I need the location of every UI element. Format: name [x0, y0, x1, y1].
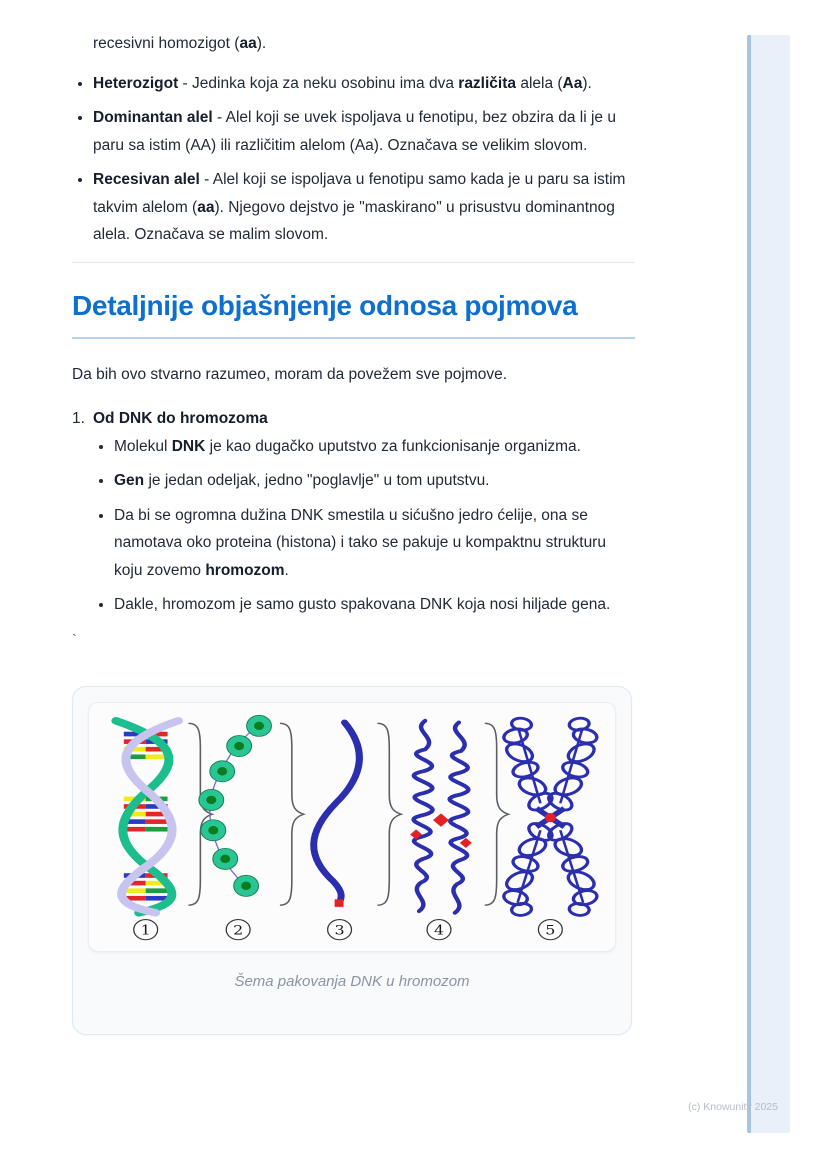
- list-item: • Molekul DNK je kao dugačko uputstvo za funkcionisanje organizma.: [114, 433, 635, 461]
- copyright-watermark: (c) Knowunity 2025: [688, 1101, 778, 1113]
- list-item: • Heterozigot - Jedinka koja za neku osobinu ima dva različita alela (Aa).: [93, 70, 635, 98]
- lead-paragraph: Da bih ovo stvarno razumeo, moram da povežem sve pojmove.: [72, 365, 508, 383]
- dna-packing-figure: [88, 702, 616, 952]
- centromere-dot-icon: [545, 813, 556, 822]
- figure-caption: Šema pakovanja DNK u hromozom: [234, 972, 470, 990]
- stage-number-label: 3: [334, 922, 345, 938]
- stage-number-label: 4: [433, 922, 445, 938]
- list-item: • Gen je jedan odeljak, jedno "poglavlje" u tom uputstvu.: [114, 467, 635, 495]
- curly-brace-icon: [280, 723, 304, 905]
- list-item: • Dominantan alel - Alel koji se uvek ispoljava u fenotipu, bez obzira da li je u paru sa istim (AA) ili različitim alelom (Aa). Označava se velikim slovom.: [93, 104, 635, 159]
- scrollbar-strip[interactable]: [747, 35, 790, 1133]
- numbered-sublist: [72, 433, 635, 619]
- list-item: • Recesivan alel - Alel koji se ispoljava u fenotipu samo kada je u paru sa istim takvim alelom (aa). Njegovo dejstvo je "maskirano" u prisustvu dominantnog alela. Označava se malim slovom.: [93, 166, 635, 249]
- dna-double-helix-icon: [116, 720, 179, 912]
- numbered-item-index: 1.: [72, 410, 85, 427]
- document-page: [72, 30, 635, 1035]
- list-item: • Dakle, hromozom je samo gusto spakovana DNK koja nosi hiljade gena.: [114, 591, 635, 619]
- section-divider: [72, 262, 635, 263]
- numbered-item: [72, 405, 635, 433]
- curly-brace-icon: [188, 723, 212, 905]
- stage-number-label: 1: [140, 922, 151, 938]
- stage-number-label: 5: [545, 922, 556, 938]
- definitions-list: [72, 70, 635, 249]
- stage-number-label: 2: [233, 922, 244, 938]
- numbered-item-title: Od DNK do hromozoma: [93, 410, 268, 427]
- chromosome-icon: [502, 716, 599, 916]
- curly-brace-icon: [485, 723, 509, 905]
- figure-card: [72, 686, 632, 1036]
- intro-continuation-line: recesivni homozigot (aa).: [93, 35, 267, 52]
- curly-brace-icon: [377, 723, 401, 905]
- section-heading: Detaljnije objašnjenje odnosa pojmova: [72, 289, 635, 339]
- list-item: • Da bi se ogromna dužina DNK smestila u sićušno jedro ćelije, ona se namotava oko proteina (histona) i tako se pakuje u kompaktnu strukturu koju zovemo hromozom.: [114, 502, 635, 585]
- nucleosome-beads-icon: [199, 715, 272, 896]
- dna-packing-diagram-icon: [91, 709, 613, 949]
- stray-backtick: `: [72, 630, 77, 647]
- chromatin-fiber-icon: [314, 722, 360, 906]
- stage-numbers: [134, 919, 563, 939]
